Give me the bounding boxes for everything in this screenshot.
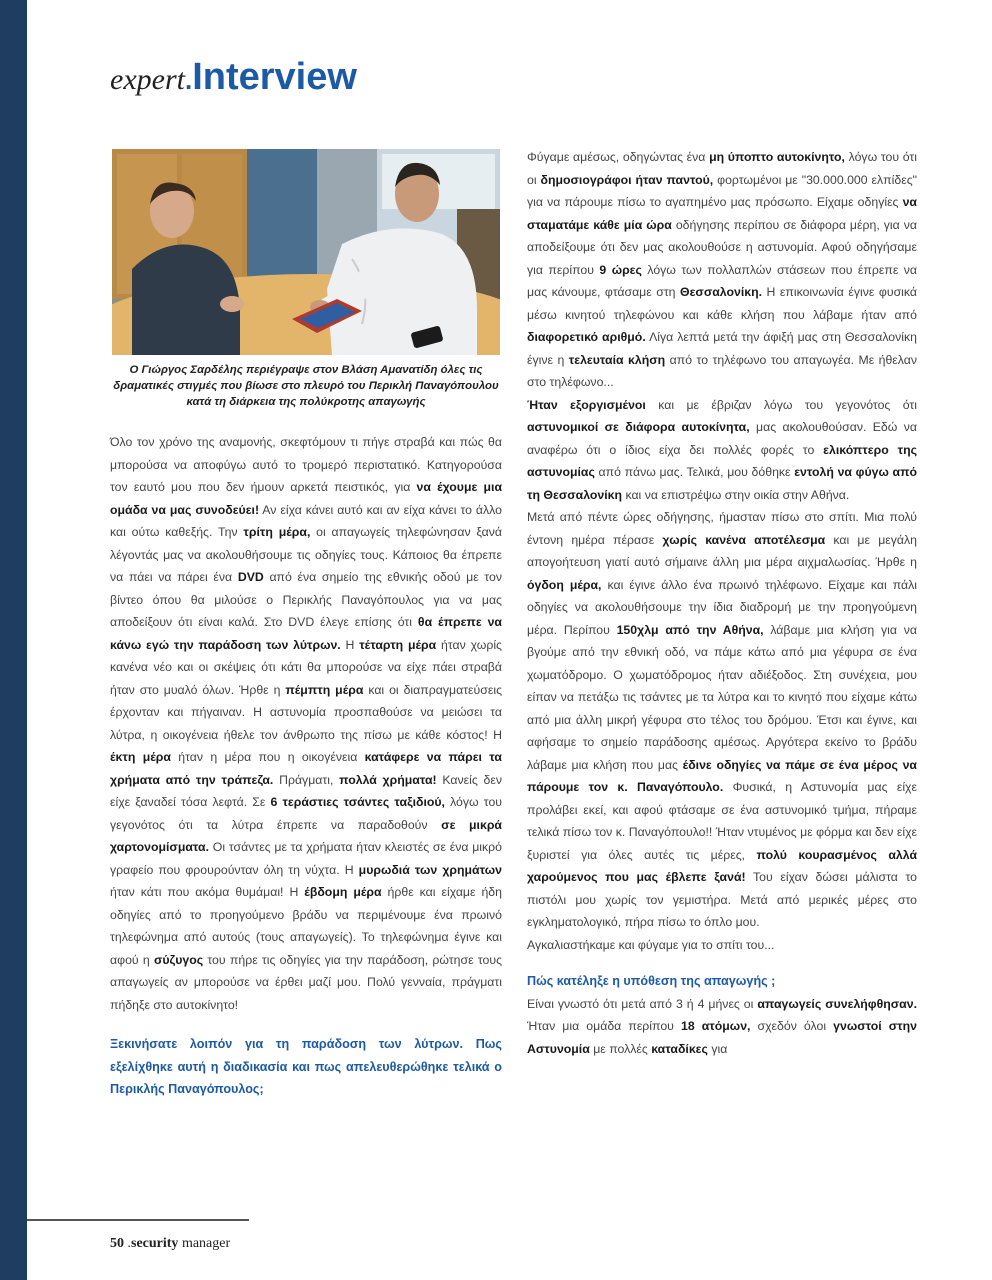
text-run: Φύγαμε αμέσως, οδηγώντας ένα: [527, 150, 710, 164]
text-run: Λίγα λεπτά μετά την άφιξή μας στη Θεσσαλονίκη έγινε η: [527, 330, 917, 367]
text-run: του πήρε τις οδηγίες για την παράδοση, ρώτησε τους απαγωγείς αν μπορούσε να έρθει μαζί μου. Πολύ γενναία, πράγματι πήδηξε στο αυτοκίνητο!: [110, 952, 502, 1012]
text-run: τελευταία κλήση: [568, 352, 666, 367]
header-dot: .: [184, 65, 193, 95]
text-run: λόγω του ότι οι: [527, 150, 917, 187]
text-run: και να επιστρέψω στην οικία στην Αθήνα.: [622, 487, 850, 502]
text-run: 150χλμ από την Αθήνα,: [616, 622, 764, 637]
text-run: σύζυγος: [153, 952, 204, 967]
text-run: μη ύποπτο αυτοκίνητο,: [709, 150, 845, 164]
text-run: και με μεγάλη απογοήτευση γιατί αυτό σήμαινε άλλη μια μέρα αιχμαλωσίας. Ήρθε η: [527, 532, 918, 569]
text-run: θα έπρεπε να κάνω εγώ την παράδοση των λύτρων.: [110, 615, 502, 652]
text-run: χωρίς κανένα αποτέλεσμα: [662, 532, 826, 547]
text-run: ελικόπτερο της αστυνομίας: [527, 442, 917, 479]
text-run: ήταν κάτι που ακόμα θυμάμαι! Η: [110, 885, 305, 899]
text-run: έδινε οδηγίες να πάμε σε ένα μέρος να πάρουμε τον κ. Παναγόπουλο.: [527, 757, 917, 794]
text-run: εντολή να φύγω από τη Θεσσαλονίκη: [527, 465, 917, 502]
header-expert: expert: [110, 63, 185, 96]
photo-caption: Ο Γιώργος Σαρδέλης περιέγραψε στον Βλάση Αμανατίδη όλες τις δραματικές στιγμές που βίωσε στο πλευρό του Περικλή Παναγόπουλου κατά τη διάρκεια της πολύκροτης απαγωγής: [113, 364, 499, 408]
text-run: 9 ώρες: [599, 262, 642, 277]
text-run: αστυνομικοί σε διάφορα αυτοκίνητα,: [527, 420, 750, 434]
left-edge-bar: [0, 0, 27, 1280]
text-run: για: [707, 1041, 728, 1056]
text-run: μας ακολουθούσαν. Εδώ να αναφέρω ότι ο ίδιος είχα δει πολλές φορές το: [527, 420, 917, 457]
text-run: Φυσικά, η Αστυνομία μας είχε προλάβει εκεί, και αφού φτάσαμε σε ένα αστυνομικό τμήμα, πήραμε τελικά πίσω τον κ. Παναγόπουλο!! Ήταν ντυμένος με φόρμα και δεν είχε ξυριστεί για όλες αυτές τις μέρες,: [527, 780, 917, 862]
text-run: και έγινε άλλο ένα πρωινό τηλέφωνο. Είχαμε και πάλι οδηγίες να ακολουθήσουμε την ίδια διαδρομή με την προηγούμενη μέρα. Περίπου: [527, 577, 918, 637]
text-run: Οι τσάντες με τα χρήματα ήταν κλειστές σε ένα μικρό γραφείο που φρουρούνταν όλη τη νύχτα. Η: [110, 840, 502, 877]
text-run: γνωστοί στην Αστυνομία: [527, 1019, 918, 1056]
left-column: [110, 431, 502, 1101]
text-run: τέταρτη μέρα: [359, 637, 437, 652]
text-run: πέμπτη μέρα: [285, 682, 364, 697]
header-interview: Interview: [192, 56, 357, 98]
text-run: οι απαγωγείς τηλεφώνησαν ξανά λέγοντάς μας να ακολουθήσουμε τις οδηγίες τους. Κάποιος θα έπρεπε να πάει να πάρει ένα: [110, 525, 502, 584]
right-paragraph-5: [527, 993, 917, 1061]
text-run: ήταν χωρίς κανένα νέο και οι σκέψεις ότι κάτι θα μπορούσε να είχε πάει στραβά ήταν στο μυαλό όλων. Ήρθε η: [110, 637, 502, 697]
section-header: [110, 56, 357, 99]
footer-dot: .: [127, 1236, 131, 1251]
text-run: πολύ κουρασμένος αλλά χαρούμενος που μας έβλεπε ξανά!: [527, 847, 917, 884]
text-run: λάβαμε μια κλήση για να βγούμε από την εθνική οδό, να πάμε κάτω από μια γέφυρα σε ένα χωματόδρομο. Ο χωματόδρομος ήταν αδιέξοδος. Στη συνέχεια, μου είπαν να πετάξω τις τσάντες με τα λύτρα και το κινητό που είχαμε κάτω από μια άλλη μικρή γέφυρα στο τέλος του δρόμου. Έτσι και έγινε, και αφήσαμε το σημείο παράδοσης αμέσως. Αργότερα εκείνο το βράδυ λάβαμε μια κλήση που μας: [527, 622, 917, 772]
text-run: έβδομη μέρα: [304, 885, 382, 899]
right-question: Πώς κατέληξε η υπόθεση της απαγωγής ;: [527, 974, 776, 988]
footer-manager: manager: [181, 1236, 231, 1251]
text-run: Είναι γνωστό ότι μετά από 3 ή 4 μήνες οι: [527, 996, 758, 1011]
text-run: να έχουμε μια ομάδα να μας συνοδεύει!: [110, 480, 503, 517]
text-run: φορτωμένοι με "30.000.000 ελπίδες" για να πάρουμε πίσω το αγαπημένο μας πρόσωπο. Είχαμε οδηγίες: [527, 172, 917, 209]
text-run: ήταν η μέρα που η οικογένεια: [170, 750, 365, 764]
right-paragraph-1: [527, 146, 917, 394]
text-run: σε μικρά χαρτονομίσματα.: [110, 817, 502, 854]
text-run: λόγω των πολλαπλών στάσεων που έπρεπε να μας κάνουμε, φτάσαμε στη: [527, 262, 917, 299]
page-number: 50: [110, 1236, 124, 1251]
text-run: με πολλές: [589, 1041, 652, 1056]
text-run: και με έβριζαν λόγω του γεγονότος ότι: [645, 397, 917, 412]
text-run: Αν είχα κάνει αυτό και αν είχα κάνει το άλλο και ούτω καθεξής. Την: [110, 502, 502, 539]
text-run: Η: [340, 637, 360, 652]
text-run: έκτη μέρα: [110, 750, 171, 764]
text-run: να σταματάμε κάθε μία ώρα: [527, 195, 917, 232]
text-run: από ένα σημείο της εθνικής οδού με τον βίντεο όπου θα μιλούσε ο Περικλής Παναγόπουλος για να μας αποδείξουν ότι είναι καλά. Στο DVD έλεγε επίσης ότι: [110, 570, 502, 629]
right-paragraph-4: Αγκαλιαστήκαμε και φύγαμε για το σπίτι του...: [527, 937, 775, 952]
interview-photo: [112, 149, 500, 355]
text-run: λόγω του γεγονότος ότι τα λύτρα έπρεπε να παραδοθούν: [110, 795, 503, 832]
left-paragraph-1: [110, 431, 502, 1016]
text-run: όγδοη μέρα,: [527, 577, 602, 592]
right-paragraph-2: [527, 394, 917, 507]
text-run: καταδίκες: [651, 1041, 708, 1056]
text-run: Του είχαν δώσει μάλιστα το πιστόλι μου χωρίς τον γεμιστήρα. Μετά από μερικές μέρες στο εγκληματολογικό, πήρα πίσω το όπλο μου.: [527, 870, 917, 929]
text-run: διαφορετικό αριθμό.: [527, 330, 646, 344]
text-run: πολλά χρήματα!: [339, 772, 437, 787]
text-run: DVD: [237, 570, 264, 584]
right-column: [527, 146, 917, 1060]
text-run: Πράγματι,: [273, 772, 340, 787]
footer: [110, 1236, 230, 1252]
text-run: από το τηλέφωνο του απαγωγέα. Με ήθελαν στο τηλέφωνο...: [527, 352, 918, 389]
text-run: Ήταν εξοργισμένοι: [527, 397, 646, 412]
text-run: σχεδόν όλοι: [750, 1019, 834, 1033]
text-run: Κανείς δεν είχε ξαναδεί τόσα λεφτά. Σε: [110, 772, 503, 809]
footer-rule: [27, 1219, 249, 1221]
text-run: 6 τεράστιες τσάντες ταξιδιού,: [270, 795, 445, 809]
text-run: και οι διαπραγματεύσεις έρχονταν και πήγαιναν. Η αστυνομία προσπαθούσε να μειώσει τα λύτρα, η οικογένεια ήθελε τον άνθρωπο της πίσω με κάθε κόστος! Η: [110, 682, 502, 742]
text-run: δημοσιογράφοι ήταν παντού,: [540, 172, 714, 187]
interview-photo-illustration: [112, 149, 500, 355]
text-run: τρίτη μέρα,: [243, 525, 311, 539]
left-question: Ξεκινήσατε λοιπόν για τη παράδοση των λύτρων. Πως εξελίχθηκε αυτή η διαδικασία και πως απελευθερώθηκε τελικά ο Περικλής Παναγόπουλος;: [110, 1037, 502, 1096]
text-run: Μετά από πέντε ώρες οδήγησης, ήμασταν πίσω στο σπίτι. Μια πολύ έντονη ημέρα πέρασε: [527, 510, 917, 547]
text-run: μυρωδιά των χρημάτων: [358, 862, 502, 877]
text-run: Θεσσαλονίκη.: [680, 285, 763, 299]
footer-security: security: [131, 1236, 179, 1251]
text-run: απαγωγείς συνελήφθησαν.: [757, 996, 917, 1011]
right-paragraph-3: [527, 506, 917, 934]
text-run: οδήγησης περίπου σε διάφορα μέρη, για να αποδείξουμε ότι δεν μας ακολουθούσε η αστυνομία. Αφού οδηγήσαμε για περίπου: [527, 217, 917, 277]
text-run: 18 ατόμων,: [680, 1019, 751, 1033]
text-run: Η επικοινωνία έγινε φυσικά μέσω κινητού τηλεφώνου και κάθε κλήση που λάβαμε ήταν από: [527, 285, 917, 322]
text-run: Ήταν μια ομάδα περίπου: [527, 1019, 681, 1033]
text-run: ήρθε και είχαμε ήδη οδηγίες από το προηγούμενο βράδυ να περιμένουμε ένα πρωινό τηλεφώνημα από αυτούς (τους απαγωγείς). Το τηλεφώνημα έγινε και αφού η: [110, 885, 502, 967]
text-run: Όλο τον χρόνο της αναμονής, σκεφτόμουν τι πήγε στραβά και πώς θα μπορούσα να αποφύγω αυτό το τρομερό περιστατικό. Κατηγορούσα τον εαυτό μου που δεν ήμουν αρκετά πειστικός, για: [110, 435, 502, 494]
text-run: κατάφερε να πάρει τα χρήματα από την τράπεζα.: [110, 750, 502, 787]
text-run: από πάνω μας. Τελικά, μου δόθηκε: [594, 465, 795, 479]
